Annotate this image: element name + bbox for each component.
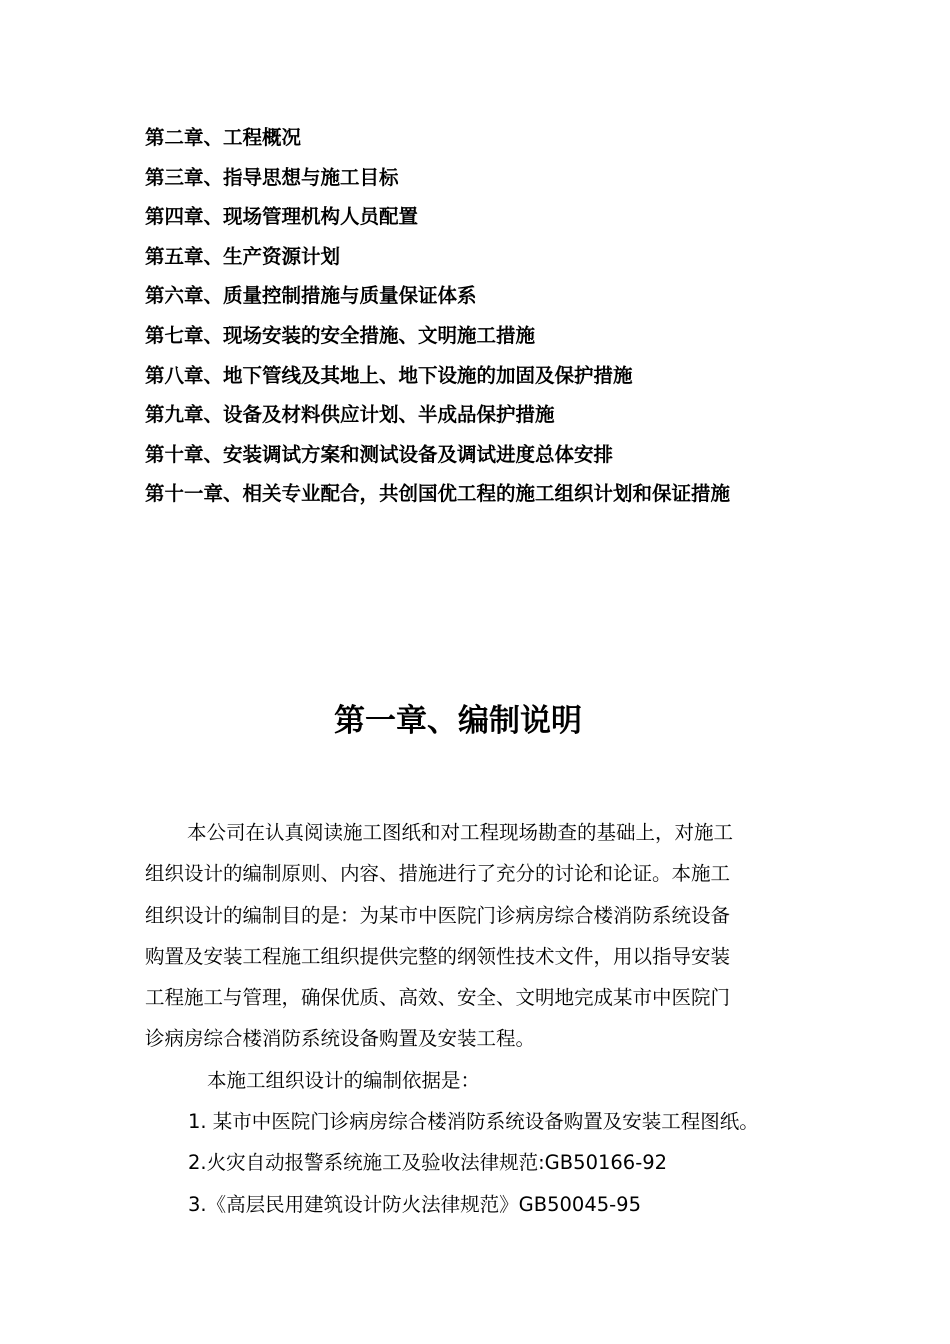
table-of-contents xyxy=(145,118,905,514)
paragraph-line: 本公司在认真阅读施工图纸和对工程现场勘查的基础上，对施工 xyxy=(187,821,734,844)
paragraph-line: 组织设计的编制原则、内容、措施进行了充分的讨论和论证。本施工 xyxy=(145,862,731,886)
toc-item-chapter-2: 第二章、工程概况 xyxy=(145,126,302,149)
basis-item-3: 3.《高层民用建筑设计防火法律规范》GB50045-95 xyxy=(188,1192,641,1216)
basis-item-2: 2.火灾自动报警系统施工及验收法律规范:GB50166-92 xyxy=(188,1151,668,1175)
basis-intro: 本施工组织设计的编制依据是： xyxy=(207,1068,481,1092)
toc-item-chapter-6: 第六章、质量控制措施与质量保证体系 xyxy=(145,284,477,308)
toc-item-chapter-7: 第七章、现场安装的安全措施、文明施工措施 xyxy=(145,323,536,347)
toc-item-chapter-9: 第九章、设备及材料供应计划、半成品保护措施 xyxy=(145,403,555,427)
toc-item-chapter-8: 第八章、地下管线及其地上、地下设施的加固及保护措施 xyxy=(145,363,633,387)
toc-item-chapter-3: 第三章、指导思想与施工目标 xyxy=(145,165,399,189)
paragraph-line: 购置及安装工程施工组织提供完整的纲领性技术文件，用以指导安装 xyxy=(145,944,731,968)
toc-item-chapter-10: 第十章、安装调试方案和测试设备及调试进度总体安排 xyxy=(145,442,614,466)
toc-item-chapter-11: 第十一章、相关专业配合，共创国优工程的施工组织计划和保证措施 xyxy=(145,482,731,506)
paragraph-line: 组织设计的编制目的是：为某市中医院门诊病房综合楼消防系统设备 xyxy=(145,903,731,927)
basis-item-1: 1. 某市中医院门诊病房综合楼消防系统设备购置及安装工程图纸。 xyxy=(188,1110,759,1134)
intro-paragraph xyxy=(145,812,845,1060)
chapter-title: 第一章、编制说明 xyxy=(334,703,582,739)
chapter-body xyxy=(145,812,845,1225)
toc-item-chapter-4: 第四章、现场管理机构人员配置 xyxy=(145,205,419,229)
paragraph-line: 诊病房综合楼消防系统设备购置及安装工程。 xyxy=(145,1027,536,1051)
toc-item-chapter-5: 第五章、生产资源计划 xyxy=(145,244,341,268)
paragraph-line: 工程施工与管理，确保优质、高效、安全、文明地完成某市中医院门 xyxy=(145,986,731,1010)
